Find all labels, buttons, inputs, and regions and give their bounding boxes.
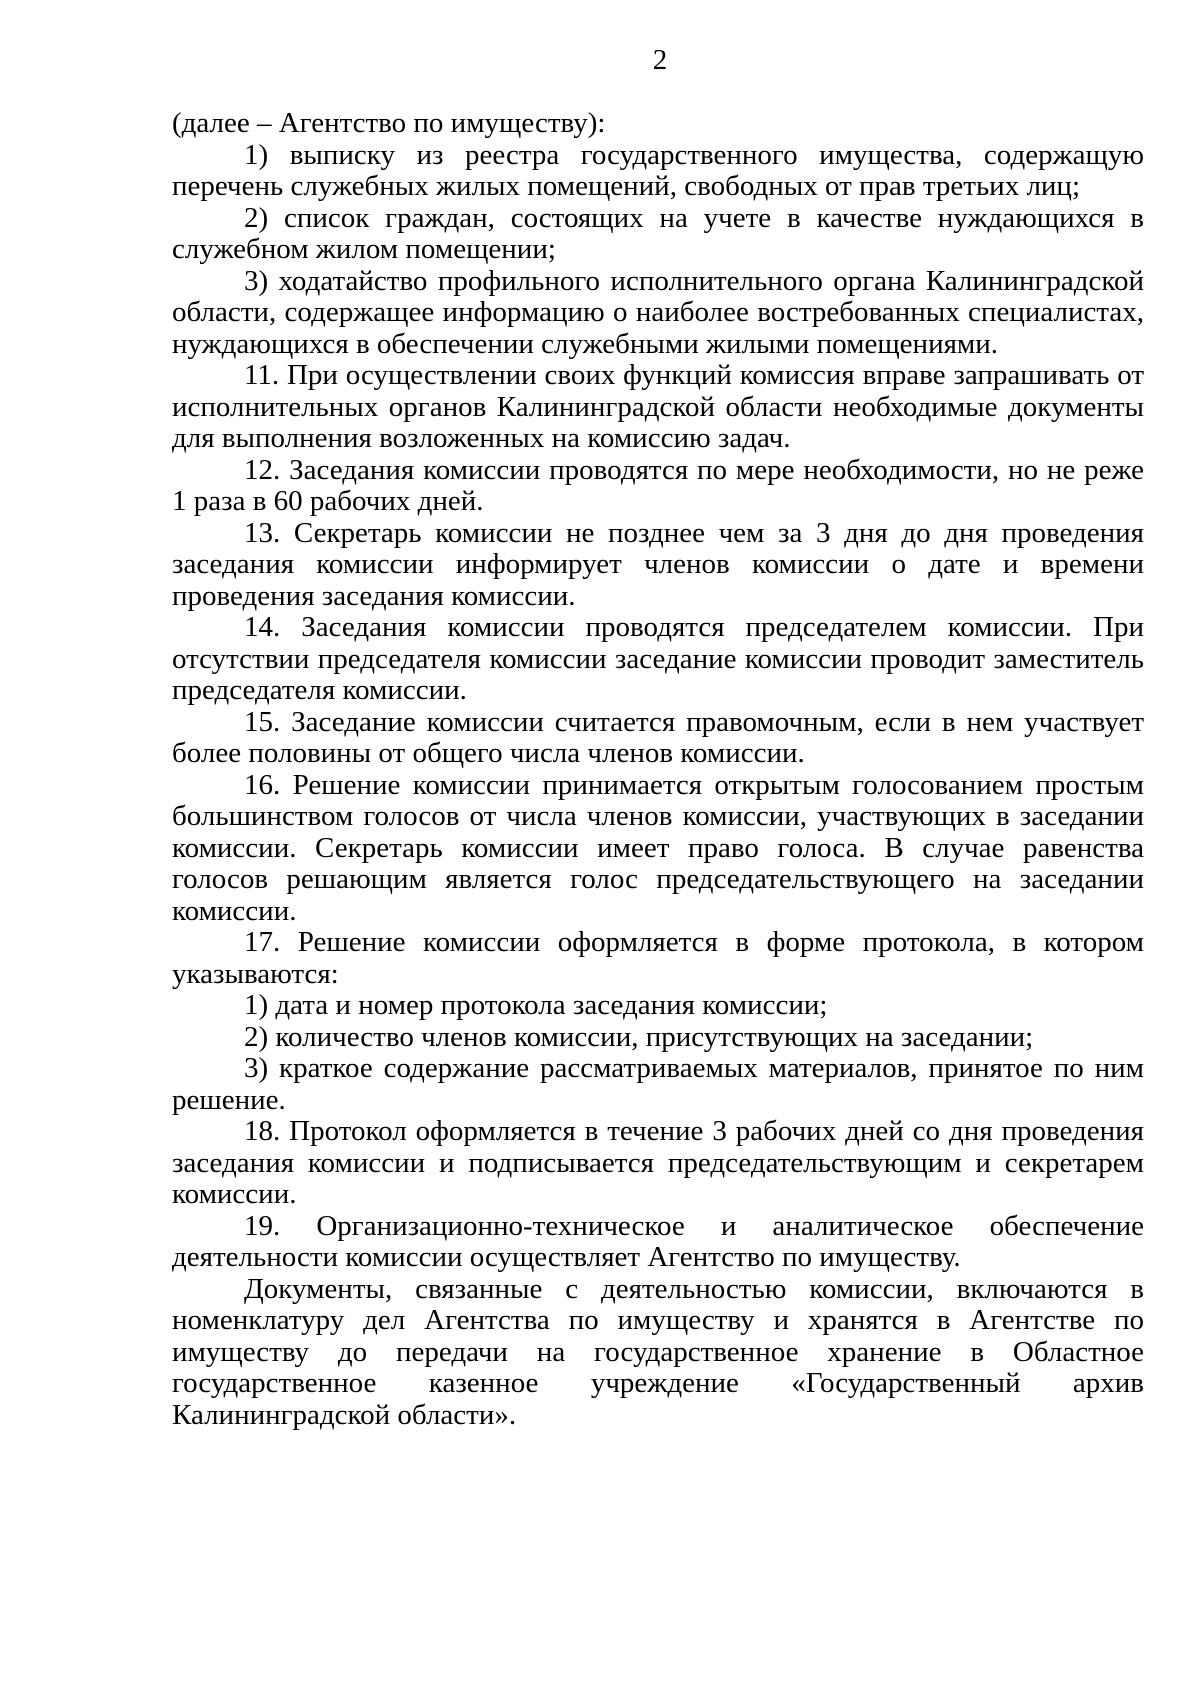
paragraph-item-2: 2) список граждан, состоящих на учете в качестве нуждающихся в служебном жилом помещении;	[172, 201, 1144, 265]
paragraph-clause-19: 19. Организационно-техническое и аналитическое обеспечение деятельности комиссии осуществляет Агентство по имуществу.	[172, 1209, 1144, 1273]
paragraph-clause-13: 13. Секретарь комиссии не позднее чем за 3 дня до дня проведения заседания комиссии информирует членов комиссии о дате и времени проведения заседания комиссии.	[172, 516, 1144, 612]
paragraph-clause-14: 14. Заседания комиссии проводятся председателем комиссии. При отсутствии председателя комиссии заседание комиссии проводит заместитель председателя комиссии.	[172, 611, 1144, 706]
paragraph-clause-15: 15. Заседание комиссии считается правомочным, если в нем участвует более половины от общего числа членов комиссии.	[172, 705, 1144, 769]
paragraph-clause-12: 12. Заседания комиссии проводятся по мере необходимости, но не реже 1 раза в 60 рабочих дней.	[172, 453, 1144, 517]
paragraph-clause-11: 11. При осуществлении своих функций комиссия вправе запрашивать от исполнительных органов Калининградской области необходимые документы для выполнения возложенных на комиссию задач.	[172, 359, 1144, 454]
paragraph-clause-16: 16. Решение комиссии принимается открытым голосованием простым большинством голосов от числа членов комиссии, участвующих в заседании комиссии. Секретарь комиссии имеет право голоса. В случае равенства голосов решающим является голос председательствующего на заседании комиссии.	[172, 768, 1144, 927]
paragraph-clause-17-item-3: 3) краткое содержание рассматриваемых материалов, принятое по ним решение.	[172, 1052, 1144, 1116]
paragraph-clause-17-item-2: 2) количество членов комиссии, присутствующих на заседании;	[244, 1020, 1034, 1053]
paragraph-documents: Документы, связанные с деятельностью комиссии, включаются в номенклатуру дел Агентства по имуществу и хранятся в Агентстве по имуществу до передачи на государственное хранение в Областное государственное казенное учреждение «Государственный архив Калининградской области».	[172, 1272, 1144, 1431]
paragraph-clause-17-item-1: 1) дата и номер протокола заседания комиссии;	[244, 989, 828, 1021]
document-body	[172, 108, 1144, 1431]
paragraph-clause-17: 17. Решение комиссии оформляется в форме протокола, в котором указываются:	[172, 926, 1144, 990]
paragraph-item-1: 1) выписку из реестра государственного имущества, содержащую перечень служебных жилых помещений, свободных от прав третьих лиц;	[172, 138, 1144, 202]
paragraph-item-3: 3) ходатайство профильного исполнительного органа Калининградской области, содержащее информацию о наиболее востребованных специалистах, нуждающихся в обеспечении служебными жилыми помещениями.	[172, 264, 1144, 360]
paragraph-intro: (далее – Агентство по имуществу):	[172, 107, 606, 139]
paragraph-clause-18: 18. Протокол оформляется в течение 3 рабочих дней со дня проведения заседания комиссии и подписывается председательствующим и секретарем комиссии.	[172, 1115, 1144, 1210]
page-number: 2	[652, 44, 668, 76]
